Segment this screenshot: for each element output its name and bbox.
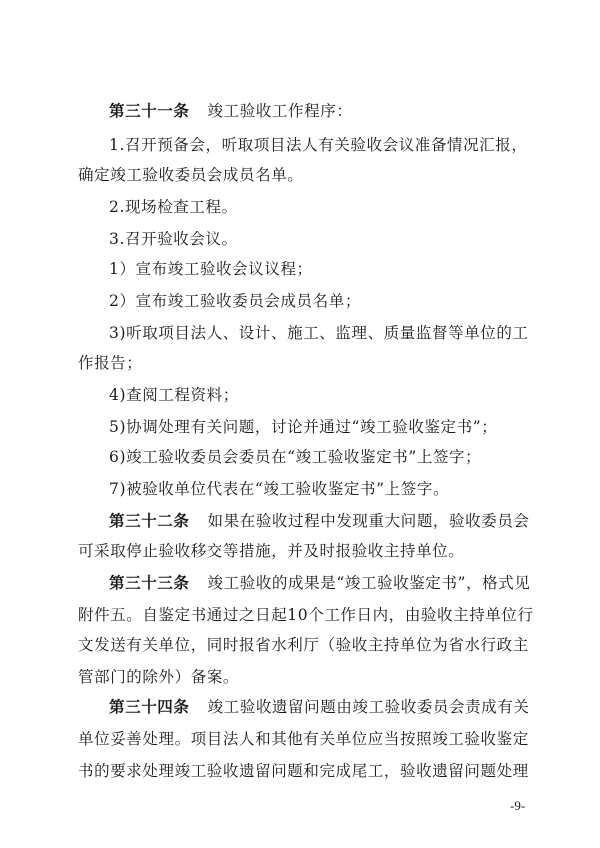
article-34-heading: 第三十四条 xyxy=(109,697,190,716)
article-31-sub-2: 2）宣布竣工验收委员会成员名单； xyxy=(109,292,361,310)
article-34-line-1 xyxy=(109,697,530,717)
article-31-item-2: 2.现场检查工程。 xyxy=(109,198,238,216)
article-33-line-1 xyxy=(109,573,530,593)
page-number: -9- xyxy=(510,798,526,813)
article-31-heading: 第三十一条 xyxy=(109,101,190,120)
article-31-item-1-line-2: 确定竣工验收委员会成员名单。 xyxy=(78,166,304,184)
article-31-heading-line xyxy=(109,101,352,121)
article-33-heading: 第三十三条 xyxy=(109,573,190,592)
article-32-line-2: 可采取停止验收移交等措施，并及时报验收主持单位。 xyxy=(78,542,465,560)
article-31-sub-4: 4)查阅工程资料； xyxy=(109,386,239,404)
article-31-sub-7: 7)被验收单位代表在“竣工验收鉴定书”上签字。 xyxy=(109,480,450,498)
article-31-item-1-line-1: 1.召开预备会，听取项目法人有关验收会议准备情况汇报， xyxy=(109,136,528,154)
article-32-line-1 xyxy=(109,511,530,531)
article-31-sub-6: 6)竣工验收委员会委员在“竣工验收鉴定书”上签字； xyxy=(109,448,482,466)
article-31-sub-1: 1）宣布竣工验收会议议程； xyxy=(109,260,313,278)
article-34-line-2: 单位妥善处理。项目法人和其他有关单位应当按照竣工验收鉴定 xyxy=(78,730,529,748)
article-33-text-1: 竣工验收的成果是“竣工验收鉴定书”，格式见 xyxy=(207,574,531,592)
article-33-line-3: 文发送有关单位，同时报省水利厅（验收主持单位为省水行政主 xyxy=(78,636,529,654)
article-33-line-4: 管部门的除外）备案。 xyxy=(78,668,240,686)
article-34-line-3: 书的要求处理竣工验收遗留问题和完成尾工，验收遗留问题处理 xyxy=(78,762,529,780)
article-32-text-1: 如果在验收过程中发现重大问题，验收委员会 xyxy=(207,512,530,530)
article-31-sub-3-line-2: 作报告； xyxy=(78,354,143,372)
article-32-heading: 第三十二条 xyxy=(109,511,190,530)
article-31-title: 竣工验收工作程序： xyxy=(207,102,353,120)
article-31-item-3: 3.召开验收会议。 xyxy=(109,230,238,248)
article-34-text-1: 竣工验收遗留问题由竣工验收委员会责成有关 xyxy=(207,698,530,716)
article-31-sub-5: 5)协调处理有关问题，讨论并通过“竣工验收鉴定书”； xyxy=(109,418,498,436)
article-33-line-2: 附件五。自鉴定书通过之日起10个工作日内，由验收主持单位行 xyxy=(78,606,534,624)
article-31-sub-3-line-1: 3)听取项目法人、设计、施工、监理、质量监督等单位的工 xyxy=(109,324,529,342)
